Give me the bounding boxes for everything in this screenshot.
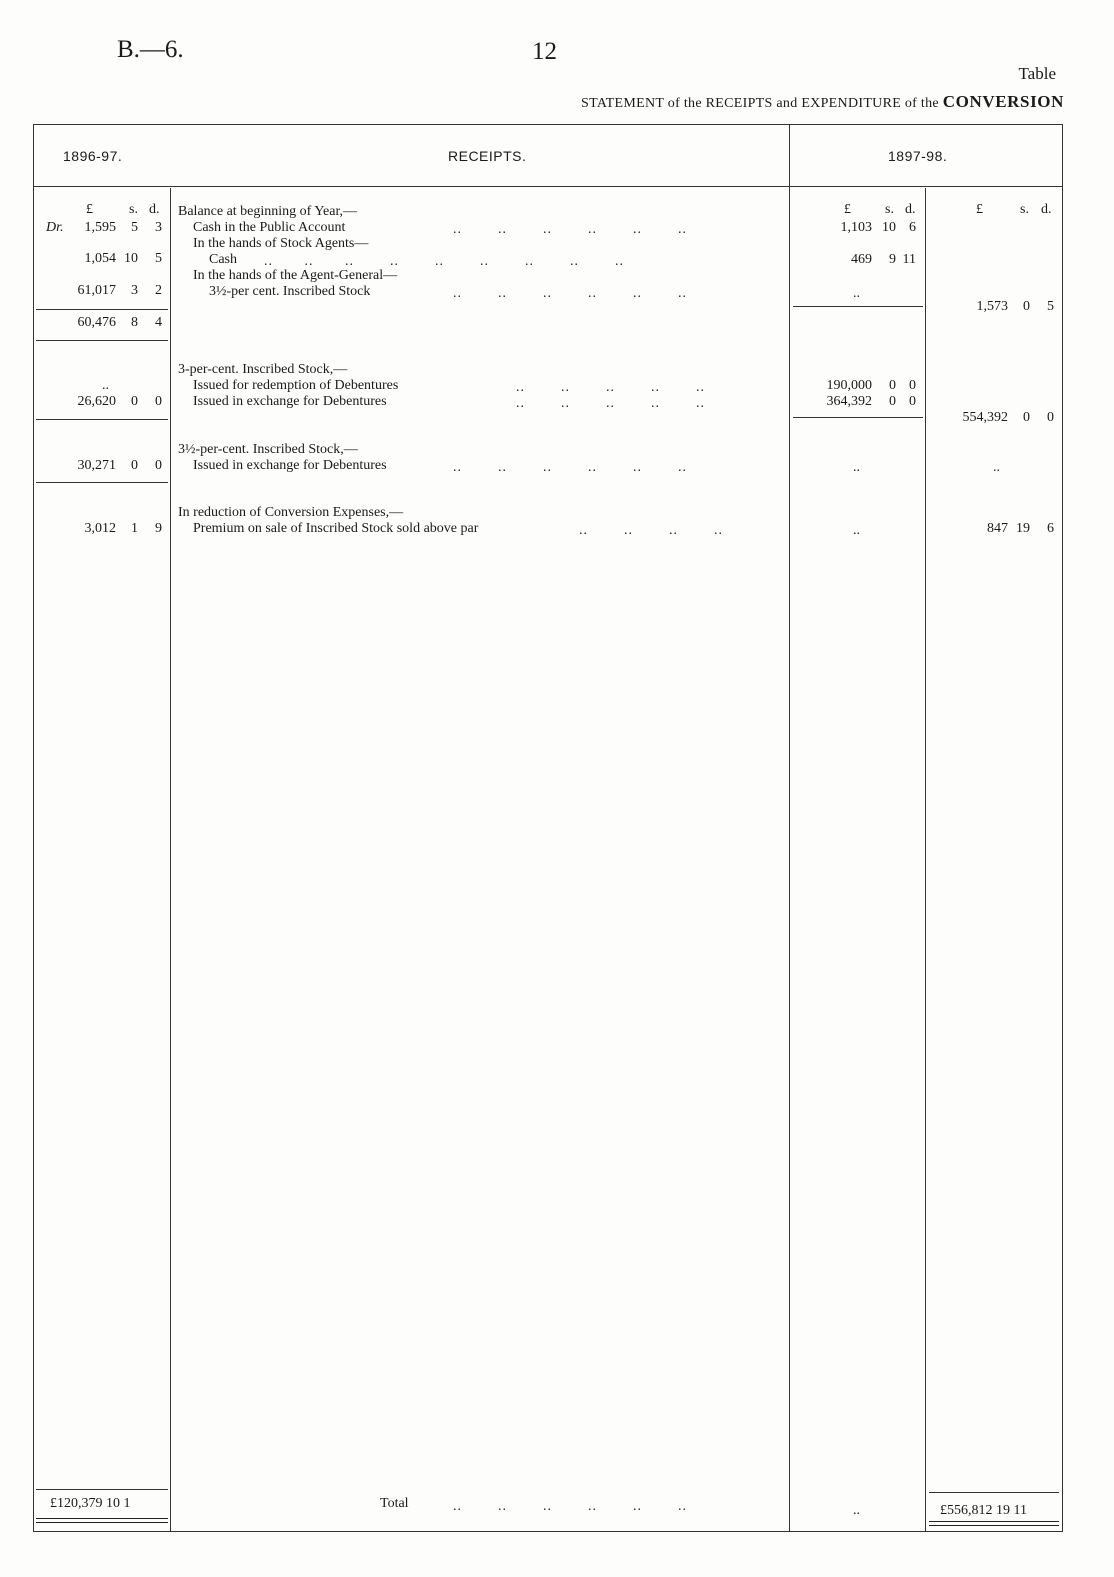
double-rule (36, 1518, 168, 1523)
prev-three-pc-exchange-d: 0 (155, 394, 162, 409)
current-year-divider (925, 188, 926, 1531)
leader-dots: .. .. .. .. .. (516, 380, 705, 395)
balance-agent-general-heading: In the hands of the Agent-General— (193, 268, 398, 283)
leader-dots: .. .. .. .. .. .. (453, 286, 687, 301)
table-label: Table (1018, 64, 1056, 83)
rule (929, 1492, 1059, 1493)
prev-three-pc-redemption: .. (102, 378, 109, 393)
right-d-head: d. (1041, 202, 1052, 217)
reduction-heading: In reduction of Conversion Expenses,— (178, 505, 404, 520)
leader-dots: .. .. .. .. .. .. (453, 222, 687, 237)
prev-three-half-pc-d: 0 (155, 458, 162, 473)
mid-balance-agents-d: 11 (902, 252, 916, 267)
statement-title-emphasis: CONVERSION (942, 92, 1064, 111)
mid-three-pc-redemption: 190,000 (826, 378, 872, 393)
three-pc-heading: 3-per-cent. Inscribed Stock,— (178, 362, 348, 377)
mid-d-head: d. (905, 202, 916, 217)
prev-balance-agents-d: 5 (155, 251, 162, 266)
three-pc-line-redemption: Issued for redemption of Debentures (193, 378, 399, 393)
right-three-pc-total-d: 0 (1047, 410, 1054, 425)
balance-stock-agents-heading: In the hands of Stock Agents— (193, 236, 369, 251)
mid-three-pc-redemption-s: 0 (889, 378, 896, 393)
reduction-line-premium: Premium on sale of Inscribed Stock sold above par (193, 521, 479, 536)
prev-balance-public-s: 5 (131, 220, 138, 235)
prev-balance-agent-general: 61,017 (77, 283, 116, 298)
three-pc-line-exchange: Issued in exchange for Debentures (193, 394, 387, 409)
mid-three-pc-redemption-d: 0 (909, 378, 916, 393)
prev-balance-total-s: 8 (131, 315, 138, 330)
mid-balance-public-s: 10 (882, 220, 896, 235)
leader-dots: .. .. .. .. .. .. .. .. .. (264, 254, 624, 269)
prev-reduction-s: 1 (131, 521, 138, 536)
prev-three-pc-exchange-s: 0 (131, 394, 138, 409)
page-number: 12 (532, 38, 557, 65)
prev-three-half-pc-s: 0 (131, 458, 138, 473)
leader-dots: .. .. .. .. .. (516, 396, 705, 411)
leader-dots: .. .. .. .. .. .. (453, 460, 687, 475)
rule (36, 309, 168, 310)
mid-three-pc-exchange: 364,392 (826, 394, 872, 409)
statement-title (581, 92, 1064, 112)
prev-balance-agents-s: 10 (124, 251, 138, 266)
right-three-half-pc: .. (993, 460, 1000, 475)
header-rule (33, 186, 1063, 187)
rule (36, 1489, 168, 1490)
right-balance-total-s: 0 (1023, 299, 1030, 314)
prev-balance-total-d: 4 (155, 315, 162, 330)
rule (36, 340, 168, 341)
rule (36, 419, 168, 420)
total-label: Total (380, 1496, 409, 1511)
prev-balance-agent-general-d: 2 (155, 283, 162, 298)
prev-three-pc-exchange: 26,620 (77, 394, 116, 409)
leader-dots: .. .. .. .. (579, 523, 723, 538)
mid-reduction: .. (853, 523, 860, 538)
right-balance-total: 1,573 (976, 299, 1008, 314)
mid-balance-agents: 469 (851, 252, 872, 267)
rule (36, 482, 168, 483)
prev-pound-head: £ (86, 202, 93, 217)
prev-s-head: s. (129, 202, 138, 217)
balance-heading: Balance at beginning of Year,— (178, 204, 358, 219)
right-three-pc-total: 554,392 (962, 410, 1008, 425)
right-grand-total: £556,812 19 11 (940, 1503, 1027, 1518)
three-half-pc-heading: 3½-per-cent. Inscribed Stock,— (178, 442, 358, 457)
mid-s-head: s. (885, 202, 894, 217)
balance-line-cash: Cash (209, 252, 237, 267)
receipts-divider (789, 124, 790, 1531)
rule (793, 417, 923, 418)
right-pound-head: £ (976, 202, 983, 217)
mid-grand-total: .. (853, 1503, 860, 1518)
mid-three-pc-exchange-d: 0 (909, 394, 916, 409)
double-rule (929, 1521, 1059, 1526)
prev-grand-total: £120,379 10 1 (50, 1496, 131, 1511)
prev-balance-agent-general-s: 3 (131, 283, 138, 298)
prev-balance-agents: 1,054 (84, 251, 116, 266)
right-s-head: s. (1020, 202, 1029, 217)
prev-d-head: d. (149, 202, 160, 217)
mid-three-pc-exchange-s: 0 (889, 394, 896, 409)
prev-balance-public: 1,595 (84, 220, 116, 235)
prev-debit-prefix: Dr. (46, 220, 64, 235)
column-receipts: RECEIPTS. (448, 148, 527, 164)
right-reduction: 847 (987, 521, 1008, 536)
statement-title-prefix: STATEMENT of the RECEIPTS and EXPENDITURE of the (581, 96, 939, 111)
prev-balance-public-d: 3 (155, 220, 162, 235)
rule (793, 306, 923, 307)
right-three-pc-total-s: 0 (1023, 410, 1030, 425)
table-frame (33, 124, 1063, 1532)
mid-three-half-pc: .. (853, 460, 860, 475)
right-reduction-d: 6 (1047, 521, 1054, 536)
three-half-pc-line-exchange: Issued in exchange for Debentures (193, 458, 387, 473)
prev-three-half-pc: 30,271 (77, 458, 116, 473)
balance-line-inscribed-stock: 3½-per cent. Inscribed Stock (209, 284, 371, 299)
right-reduction-s: 19 (1016, 521, 1030, 536)
mid-balance-agents-s: 9 (889, 252, 896, 267)
leader-dots: .. .. .. .. .. .. (453, 1499, 687, 1514)
mid-balance-agent-general: .. (853, 286, 860, 301)
right-balance-total-d: 5 (1047, 299, 1054, 314)
column-current-year: 1897-98. (888, 148, 948, 164)
balance-line-public-account: Cash in the Public Account (193, 220, 346, 235)
mid-pound-head: £ (844, 202, 851, 217)
prior-year-divider (170, 188, 171, 1531)
document-reference: B.—6. (117, 36, 184, 63)
prev-reduction-d: 9 (155, 521, 162, 536)
prev-balance-total: 60,476 (77, 315, 116, 330)
column-prior-year: 1896-97. (63, 148, 123, 164)
prev-reduction: 3,012 (84, 521, 116, 536)
mid-balance-public: 1,103 (840, 220, 872, 235)
mid-balance-public-d: 6 (909, 220, 916, 235)
